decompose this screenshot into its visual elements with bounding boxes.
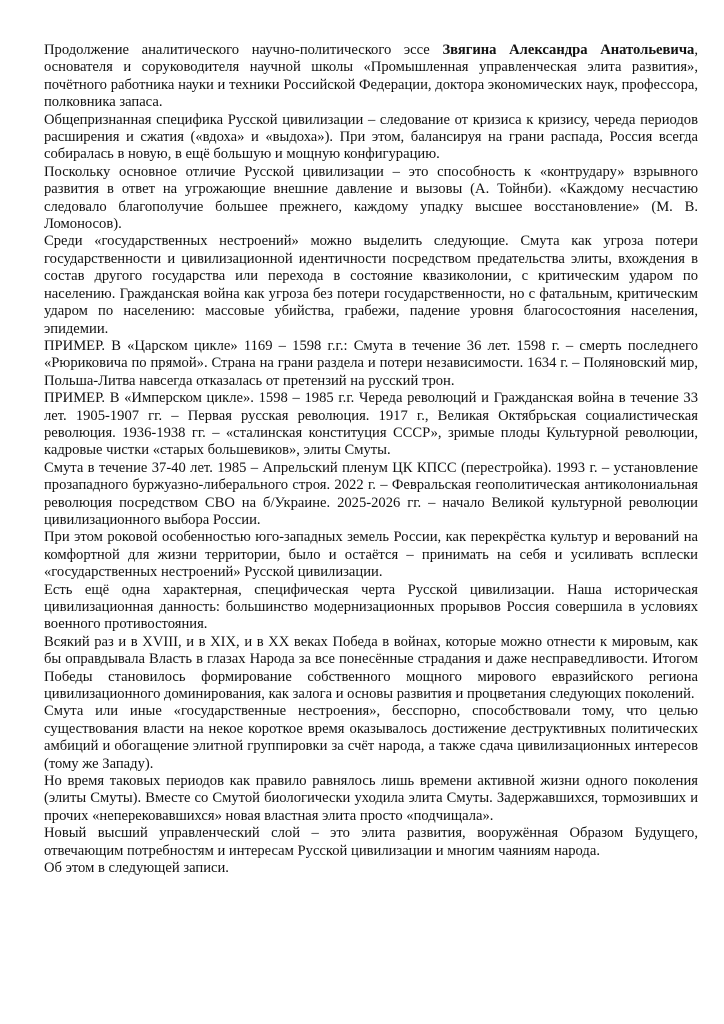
- paragraph: Поскольку основное отличие Русской цивилизации – это способность к «контрудару» взрывного развития в ответ на угрожающие внешние давление и вызовы (А. Тойнби). «Каждому несчастию следовало благополучие большее прежнего, каждому упадку высшее восстановление» (М. В. Ломоносов).: [44, 163, 698, 233]
- paragraph: Новый высший управленческий слой – это элита развития, вооружённая Образом Будущего, отвечающим потребностям и интересам Русской цивилизации и многим чаяниям народа.: [44, 825, 698, 859]
- paragraph: Есть ещё одна характерная, специфическая черта Русской цивилизации. Наша историческая цивилизационная данность: большинство модернизационных прорывов Россия совершила в условиях военного противостояния.: [44, 581, 698, 633]
- intro-text-end: , основателя и соруководителя научной школы «Промышленная управленческая элита развития», почётного работника науки и техники Российской Федерации, доктора экономических наук, профессора, полковника запаса.: [44, 42, 698, 111]
- paragraph: При этом роковой особенностью юго-западных земель России, как перекрёстка культур и верований на комфортной для жизни территории, было и остаётся – принимать на себя и усиливать всплески «государственных нестроений» Русской цивилизации.: [44, 529, 698, 581]
- paragraph: ПРИМЕР. В «Царском цикле» 1169 – 1598 г.г.: Смута в течение 36 лет. 1598 г. – смерть последнего «Рюриковича по прямой». Страна на грани раздела и потери независимости. 1634 г. – Поляновский мир, Польша-Литва навсегда отказалась от претензий на русский трон.: [44, 337, 698, 389]
- paragraph: ПРИМЕР. В «Имперском цикле». 1598 – 1985 г.г. Череда революций и Гражданская война в течение 33 лет. 1905-1907 гг. – Первая русская революция. 1917 г., Великая Октябрьская социалистическая революция. 1936-1938 гг. – «сталинская конституция СССР», зримые плоды Культурной революции, кадровые чистки «старых большевиков», элиты Смуты.: [44, 390, 698, 459]
- paragraph: Всякий раз и в XVIII, и в XIX, и в XX веках Победа в войнах, которые можно отнести к мировым, как бы оправдывала Власть в глазах Народа за все понесённые страдания и даже несправедливости. Итогом Победы становилось формирование собственного мощного мирового евразийского региона цивилизационного доминирования, как залога и основы развития и процветания следующих поколений.: [44, 633, 698, 703]
- paragraph: Общепризнанная специфика Русской цивилизации – следование от кризиса к кризису, череда периодов расширения и сжатия («вдоха» и «выдоха»). При этом, балансируя на грани распада, Россия всегда собиралась в новую, в ещё большую и мощную конфигурацию.: [44, 111, 698, 163]
- paragraph: Смута или иные «государственные нестроения», бесспорно, способствовали тому, что целью существования власти на некое короткое время оказывалось достижение деструктивных политических амбиций и обогащение элитной группировки за счёт народа, а также сдача цивилизационных интересов (тому же Западу).: [44, 703, 698, 772]
- paragraph: Среди «государственных нестроений» можно выделить следующие. Смута как угроза потери государственности и цивилизационной идентичности посредством предательства элиты, вхождения в состав другого государства или перехода в состояние квазиколонии, с критическим ударом по населению. Гражданская война как угроза без потери государственности, но с фатальным, критическим ударом по населению: массовые убийства, грабежи, падение уровня благосостояния населения, эпидемии.: [44, 233, 698, 337]
- paragraph: Но время таковых периодов как правило равнялось лишь времени активной жизни одного поколения (элиты Смуты). Вместе со Смутой биологически уходила элита Смуты. Задержавшихся, тормозивших и прочих «неперековавшихся» новая властная элита просто «подчищала».: [44, 773, 698, 824]
- intro-text-start: Продолжение аналитического научно-политического эссе: [44, 42, 443, 58]
- document-page: [44, 42, 698, 878]
- author-name: Звягина Александра Анатольевича: [442, 42, 695, 58]
- paragraph: Смута в течение 37-40 лет. 1985 – Апрельский пленум ЦК КПСС (перестройка). 1993 г. – установление прозападного буржуазно-либерального строя. 2022 г. – Февральская геополитическая антиколониальная революция посредством СВО на б/Украине. 2025-2026 гг. – начало Великой культурной революции цивилизационного выбора России.: [44, 459, 698, 528]
- paragraph-closing: Об этом в следующей записи.: [44, 860, 229, 877]
- paragraph-intro: [44, 42, 698, 112]
